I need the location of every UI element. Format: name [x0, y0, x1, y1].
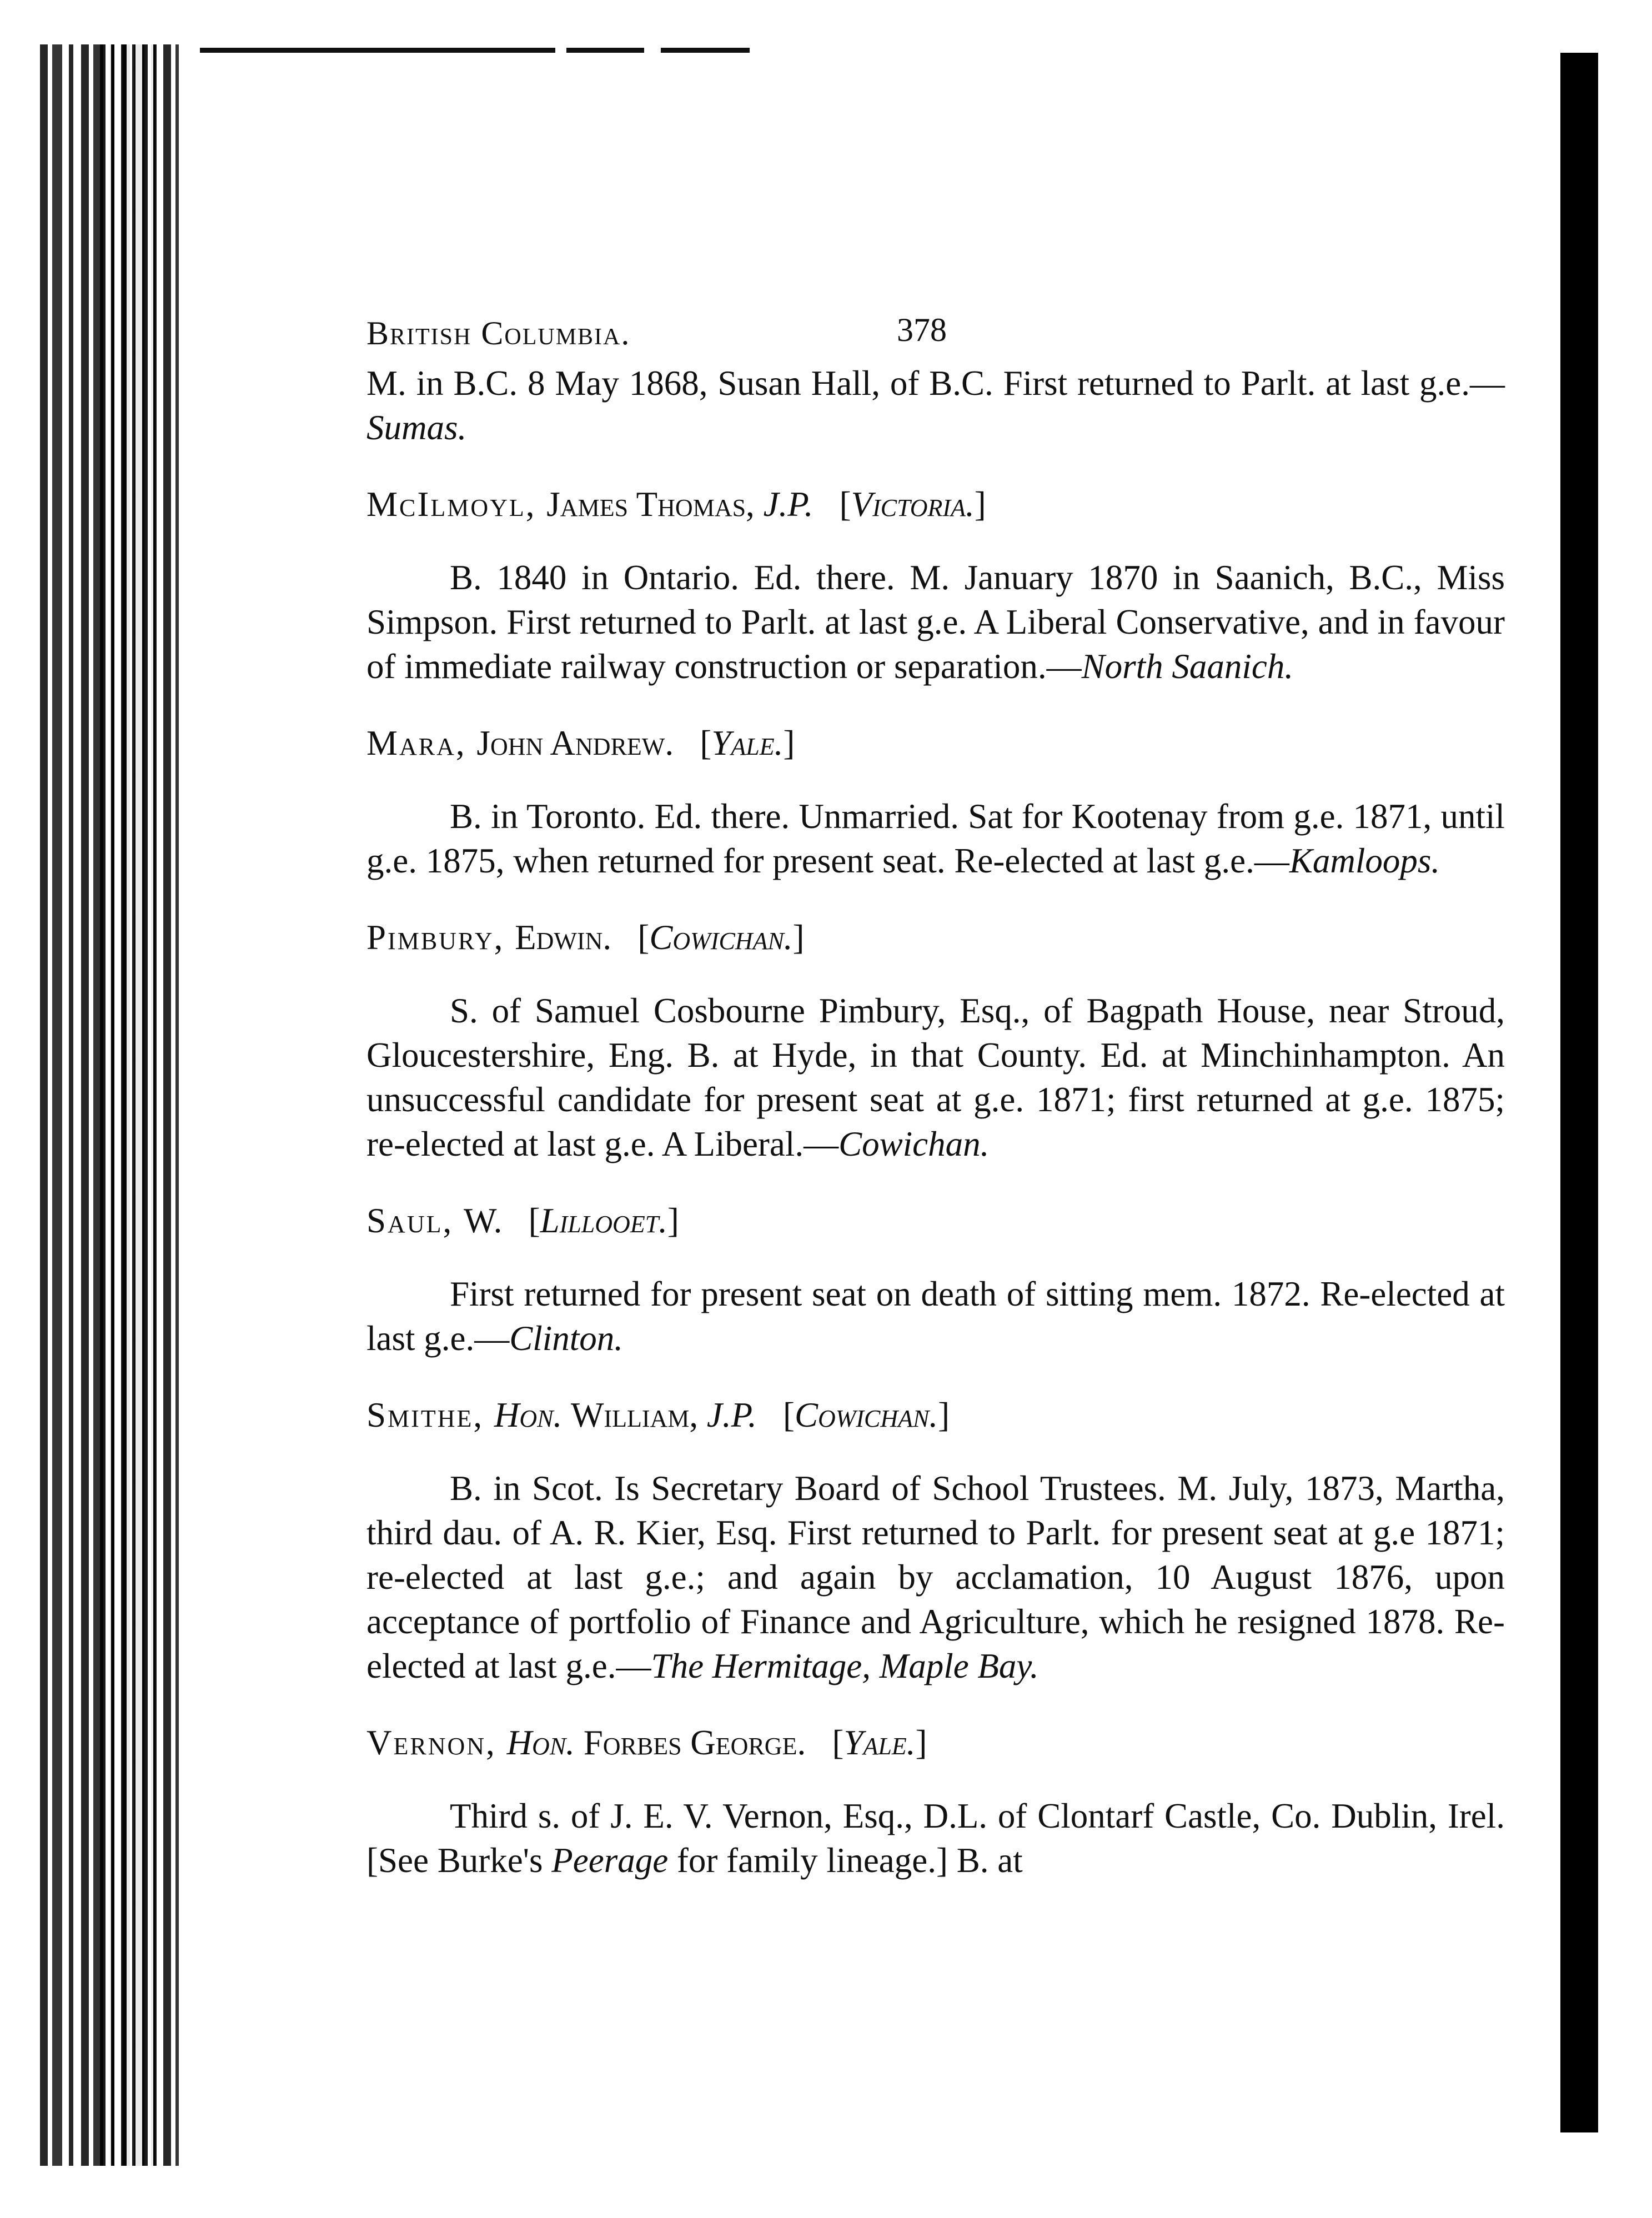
- entry-district: Yale.: [711, 724, 784, 762]
- entry-body-saul: [366, 1272, 1505, 1361]
- entry-body: B. 1840 in Ontario. Ed. there. M. January 1870 in Saanich, B.C., Miss Simpson. First returned to Parlt. at last g.e. A Liberal Conservative, and in favour of immediate railway construction or separation.—: [366, 558, 1505, 686]
- entry-place: Cowichan.: [838, 1125, 990, 1163]
- entry-title: J.P.: [706, 1396, 757, 1434]
- entry-place: North Saanich.: [1081, 647, 1294, 686]
- entry-district: Yale.: [843, 1723, 916, 1762]
- entry-heading-vernon: Vernon, Hon. Forbes George. [Yale.]: [366, 1723, 927, 1762]
- page-number: 378: [897, 312, 947, 348]
- entry-name: Saul,: [366, 1201, 464, 1240]
- entry-given-name: W.: [463, 1201, 503, 1240]
- entry-district: Lillooet.: [540, 1201, 667, 1240]
- entry-place: Sumas.: [366, 408, 467, 447]
- entry-body-smithe: [366, 1466, 1505, 1688]
- entry-body-mara: [366, 794, 1505, 883]
- entry-place: Kamloops.: [1289, 841, 1440, 880]
- page-content: [366, 311, 1505, 1883]
- entry-reference: Peerage: [551, 1841, 669, 1880]
- entry-name: Smithe,: [366, 1396, 494, 1434]
- entry-district: Cowichan.: [794, 1396, 938, 1434]
- entry-title: J.P.: [763, 485, 814, 524]
- entry-body: Third s. of J. E. V. Vernon, Esq., D.L. of Clontarf Castle, Co. Dublin, Irel. [See Burke's: [366, 1797, 1505, 1880]
- entry-honorific: Hon.: [506, 1723, 584, 1762]
- entry-name: Vernon,: [366, 1723, 507, 1762]
- entry-continuation: [366, 361, 1505, 450]
- entry-heading-pimbury: Pimbury, Edwin. [Cowichan.]: [366, 918, 805, 957]
- entry-given-name: Edwin.: [515, 918, 612, 957]
- entry-heading-saul: Saul, W. [Lillooet.]: [366, 1201, 679, 1240]
- entry-given-name: William,: [570, 1396, 707, 1434]
- entry-body: S. of Samuel Cosbourne Pimbury, Esq., of Bagpath House, near Stroud, Gloucestershire, Eng. B. at Hyde, in that County. Ed. at Minchinhampton. An unsuccessful candidate for present seat at g.e. 1871; first returned at g.e. 1875; re-elected at last g.e. A Liberal.—: [366, 991, 1505, 1163]
- entry-body-mcilmoyl: [366, 555, 1505, 689]
- entry-place: Clinton.: [509, 1319, 623, 1358]
- entry-body: First returned for present seat on death of sitting mem. 1872. Re-elected at last g.e.—: [366, 1274, 1505, 1358]
- entry-honorific: Hon.: [494, 1396, 571, 1434]
- entry-heading-smithe: Smithe, Hon. William, J.P. [Cowichan.]: [366, 1396, 950, 1434]
- entry-given-name: John Andrew.: [476, 724, 674, 762]
- top-rule: [200, 48, 750, 53]
- entry-name: Mara,: [366, 724, 477, 762]
- entry-name: McIlmoyl,: [366, 485, 547, 524]
- page-header: [366, 311, 1505, 361]
- running-title: British Columbia.: [366, 315, 631, 352]
- entry-given-name: Forbes George.: [583, 1723, 806, 1762]
- scan-edge-left-inner: [100, 44, 161, 2166]
- entry-body-pimbury: [366, 988, 1505, 1166]
- entry-name: Pimbury,: [366, 918, 515, 957]
- entry-body: M. in B.C. 8 May 1868, Susan Hall, of B.C. First returned to Parlt. at last g.e.—: [366, 364, 1505, 403]
- entry-body-vernon: [366, 1794, 1505, 1883]
- entry-place: The Hermitage, Maple Bay.: [651, 1647, 1039, 1685]
- entry-given-name: James Thomas,: [546, 485, 764, 524]
- entry-district: Cowichan.: [649, 918, 793, 957]
- entry-body: B. in Scot. Is Secretary Board of School Trustees. M. July, 1873, Martha, third dau. of A. R. Kier, Esq. First returned to Parlt. for present seat at g.e 1871; re-elected at last g.e.; and again by acclamation, 10 August 1876, upon acceptance of portfolio of Finance and Agriculture, which he resigned 1878. Re-elected at last g.e.—: [366, 1469, 1505, 1685]
- entry-heading-mcilmoyl: McIlmoyl, James Thomas, J.P. [Victoria.]: [366, 485, 986, 524]
- entry-district: Victoria.: [851, 485, 975, 524]
- scan-edge-right: [1560, 53, 1598, 2132]
- entry-body-end: for family lineage.] B. at: [668, 1841, 1023, 1880]
- entry-heading-mara: Mara, John Andrew. [Yale.]: [366, 724, 795, 762]
- entry-body: B. in Toronto. Ed. there. Unmarried. Sat for Kootenay from g.e. 1871, until g.e. 1875, when returned for present seat. Re-elected at last g.e.—: [366, 797, 1505, 880]
